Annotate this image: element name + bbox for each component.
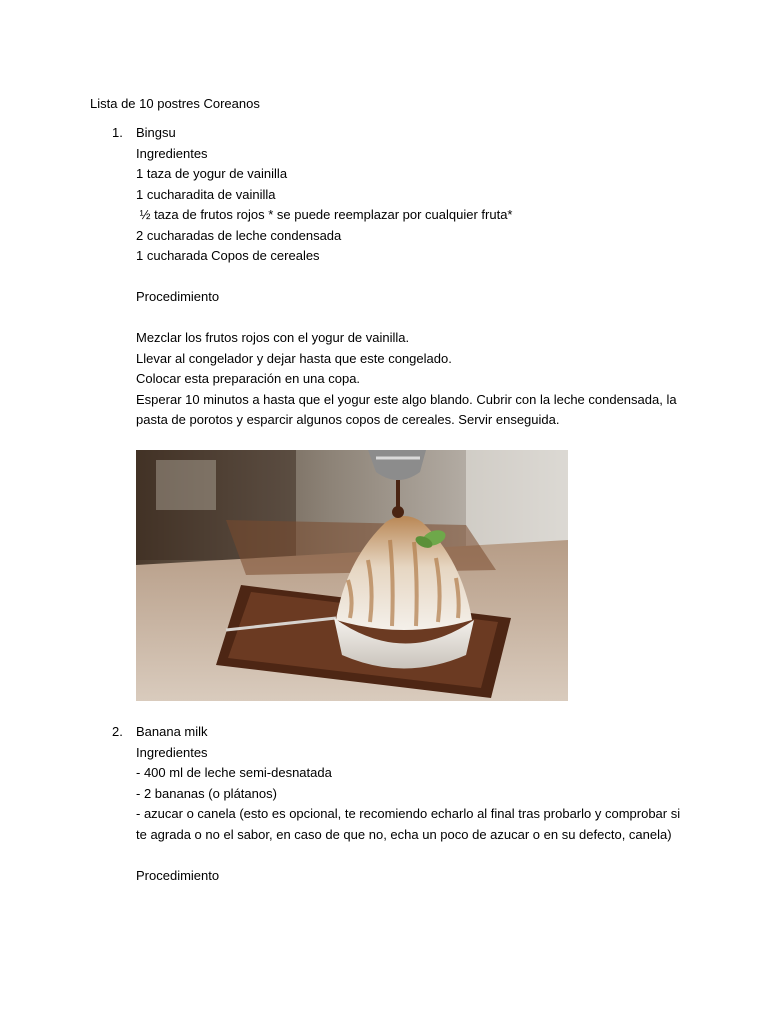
procedure-line: Colocar esta preparación en una copa. xyxy=(136,371,361,386)
ingredient-line: - 400 ml de leche semi-desnatada xyxy=(136,765,332,780)
ingredient-line: 1 cucharadita de vainilla xyxy=(136,186,276,202)
list-number: 2. xyxy=(112,724,123,739)
procedure-heading: Procedimiento xyxy=(136,289,220,304)
ingredient-line: 2 cucharadas de leche condensada xyxy=(136,227,342,243)
ingredients-heading: Ingredientes xyxy=(136,145,208,161)
procedure-line: Llevar al congelador y dejar hasta que este congelado. xyxy=(136,350,452,366)
procedure-line: Mezclar los frutos rojos con el yogur de vainilla. xyxy=(136,330,410,345)
list-number: 1. xyxy=(112,125,123,140)
procedure-line: Esperar 10 minutos a hasta que el yogur este algo blando. Cubrir con la leche condensada, la pasta de porotos y esparcir algunos copos de cereales. Servir enseguida. xyxy=(136,391,677,427)
recipe-name: Bingsu xyxy=(136,125,176,140)
ingredients-heading: Ingredientes xyxy=(136,744,208,760)
document-title: Lista de 10 postres Coreanos xyxy=(90,96,260,111)
ingredient-line: ½ taza de frutos rojos * se puede reemplazar por cualquier fruta* xyxy=(136,207,513,222)
list-item-bingsu xyxy=(112,123,712,431)
ingredient-line: 1 cucharada Copos de cereales xyxy=(136,248,320,263)
bingsu-photo xyxy=(136,450,568,701)
ingredient-line: - azucar o canela (esto es opcional, te recomiendo echarlo al final tras probarlo y comprobar si te agrada o no el sabor, en caso de que no, echa un poco de azucar o en su defecto, canela) xyxy=(136,806,681,842)
list-item-banana-milk xyxy=(112,722,712,886)
ingredient-line: 1 taza de yogur de vainilla xyxy=(136,166,288,181)
procedure-heading: Procedimiento xyxy=(136,867,220,883)
recipe-name: Banana milk xyxy=(136,724,208,739)
ingredient-line: - 2 bananas (o plátanos) xyxy=(136,785,277,801)
